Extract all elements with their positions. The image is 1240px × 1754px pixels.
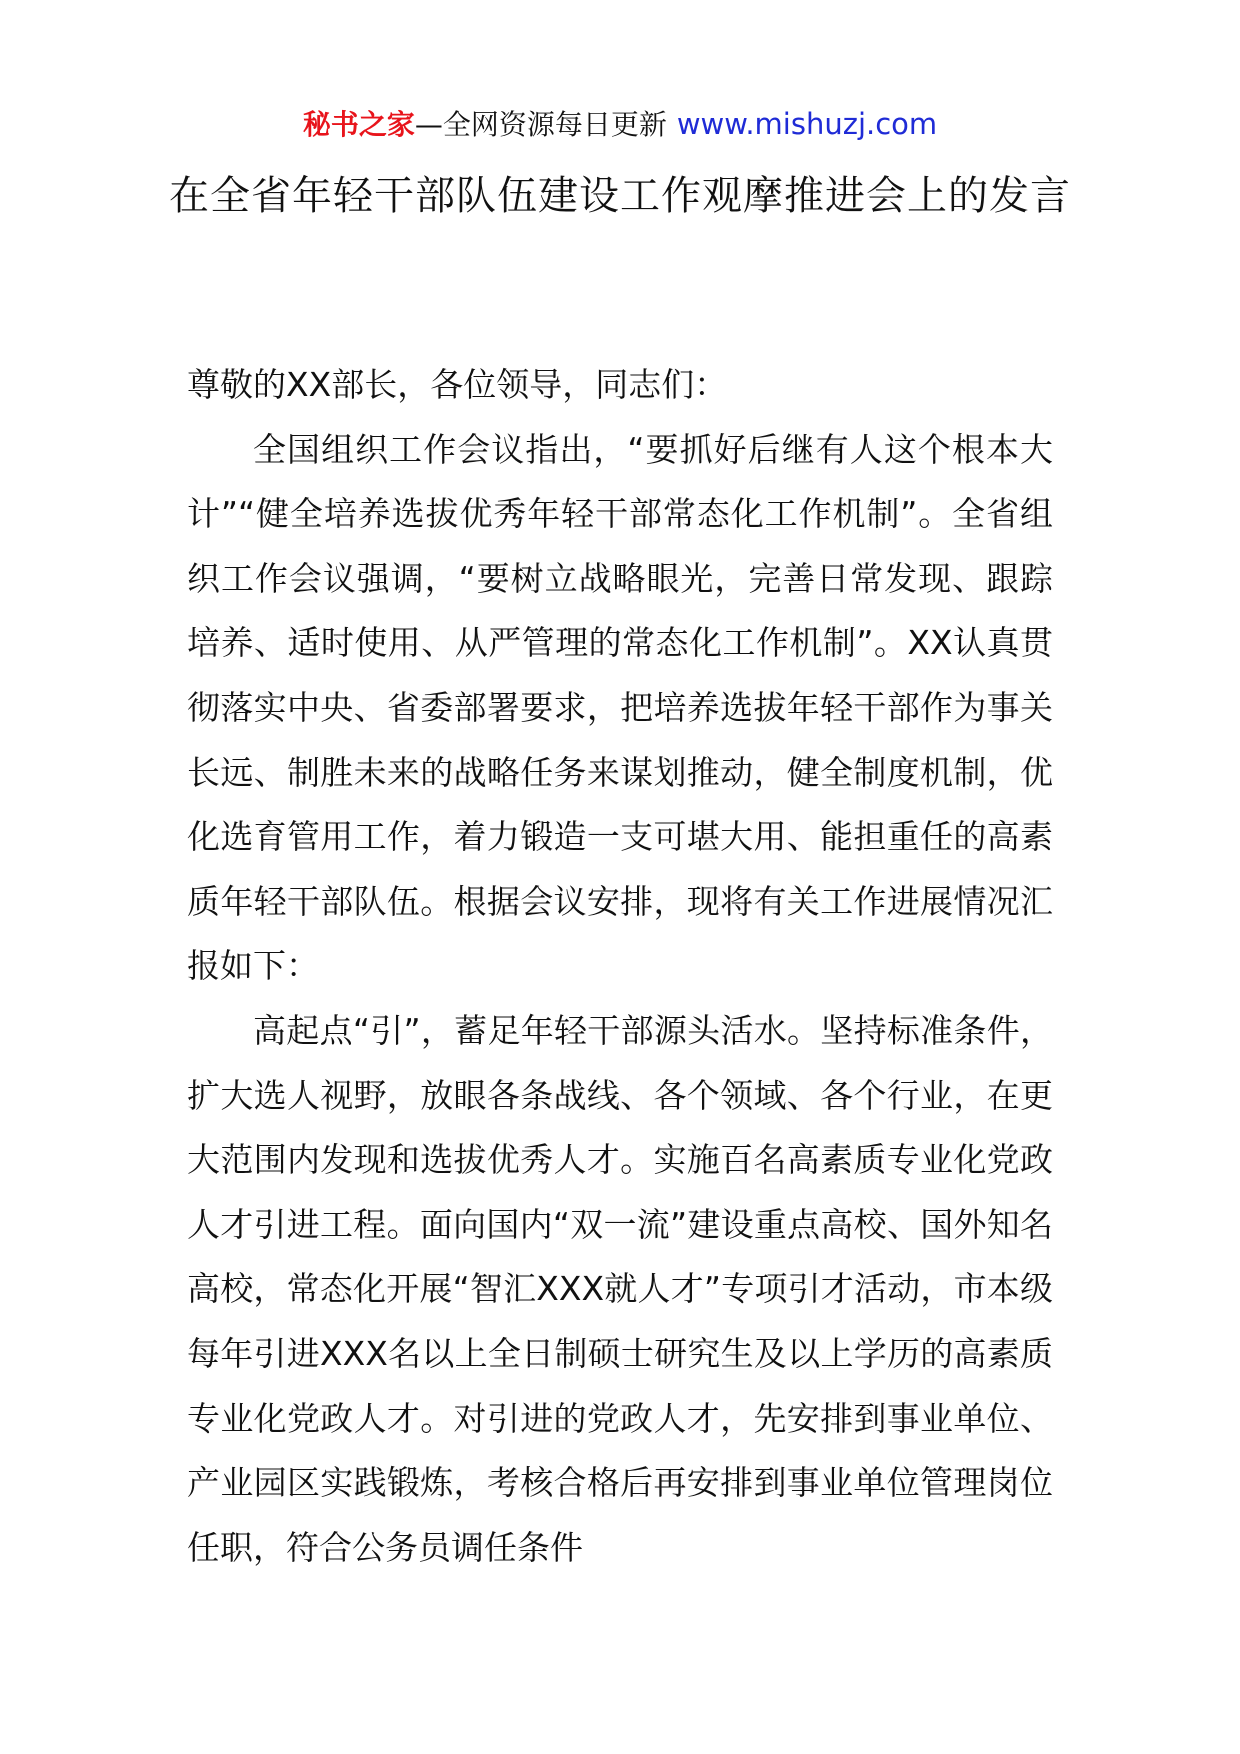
document-body: [187, 353, 1053, 1580]
banner-tagline: —全网资源每日更新: [414, 108, 667, 141]
site-url-link[interactable]: www.mishuzj.com: [676, 107, 938, 141]
site-banner: [0, 104, 1240, 145]
salutation: 尊敬的XX部长，各位领导，同志们：: [187, 365, 728, 404]
document-title: 在全省年轻干部队伍建设工作观摩推进会上的发言: [169, 173, 1071, 219]
body-paragraph: 全国组织工作会议指出，“要抓好后继有人这个根本大计”“健全培养选拔优秀年轻干部常态化工作机制”。全省组织工作会议强调，“要树立战略眼光，完善日常发现、跟踪培养、适时使用、从严管理的常态化工作机制”。XX认真贯彻落实中央、省委部署要求，把培养选拔年轻干部作为事关长远、制胜未来的战略任务来谋划推动，健全制度机制，优化选育管用工作，着力锻造一支可堪大用、能担重任的高素质年轻干部队伍。根据会议安排，现将有关工作进展情况汇报如下：: [187, 429, 1053, 986]
brand-name: 秘书之家: [302, 108, 415, 141]
body-paragraph: 高起点“引”，蓄足年轻干部源头活水。坚持标准条件，扩大选人视野，放眼各条战线、各个领域、各个行业，在更大范围内发现和选拔优秀人才。实施百名高素质专业化党政人才引进工程。面向国内“双一流”建设重点高校、国外知名高校，常态化开展“智汇XXX就人才”专项引才活动，市本级每年引进XXX名以上全日制硕士研究生及以上学历的高素质专业化党政人才。对引进的党政人才，先安排到事业单位、产业园区实践锻炼，考核合格后再安排到事业单位管理岗位任职，符合公务员调任条件: [187, 1010, 1053, 1567]
